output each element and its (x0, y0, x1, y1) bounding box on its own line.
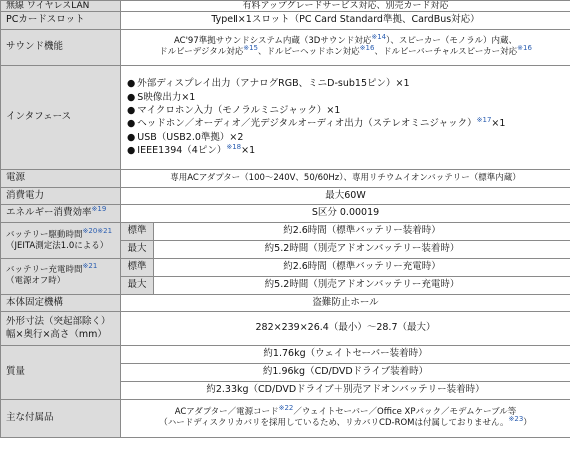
accessories-line1b: ／ウェイトセーバー／Office XPパック／モデムケーブル等 (293, 407, 517, 418)
interface-item-text: S映像出力×1 (137, 91, 196, 103)
value-pc-card-slot: TypeⅡ×1スロット（PC Card Standard準拠、CardBus対応） (121, 12, 570, 30)
value-weight-2: 約1.96kg（CD/DVDドライブ装着時） (121, 364, 570, 382)
battery-run-label1: バッテリー駆動時間 (6, 229, 83, 240)
label-dimensions (1, 312, 121, 346)
row-interface (1, 65, 570, 169)
interface-item-tail: ×1 (241, 144, 256, 156)
value-sound (121, 29, 570, 65)
battery-charge-max-value: 約5.2時間（別売アドオンバッテリー充電時） (154, 276, 570, 294)
battery-run-label2: （JEITA測定法1.0による） (6, 240, 109, 251)
label-efficiency (1, 205, 121, 223)
interface-item (127, 131, 565, 144)
accessories-line1a: ACアダプター／電源コード (174, 407, 279, 418)
battery-run-max-value: 約5.2時間（別売アドオンバッテリー装着時） (154, 241, 570, 259)
label-battery-run (1, 223, 121, 259)
value-consumption: 最大60W (121, 187, 570, 205)
value-interface (121, 65, 570, 169)
row-battery-charge-std (1, 258, 570, 276)
value-efficiency: S区分 0.00019 (121, 205, 570, 223)
note-22: ※22 (278, 404, 294, 413)
battery-charge-std-value: 約2.6時間（標準バッテリー充電時） (154, 258, 570, 276)
sound-line2: ドルビーデジタル対応 (159, 47, 244, 58)
interface-item-tail: ×1 (491, 118, 506, 130)
label-power: 電源 (1, 169, 121, 187)
battery-charge-label1: バッテリー充電時間 (6, 265, 83, 276)
battery-charge-std-label: 標準 (121, 258, 154, 276)
battery-charge-label2: （電源オフ時） (6, 276, 66, 287)
value-weight-3: 約2.33kg（CD/DVDドライブ＋別売アドオンバッテリー装着時） (121, 381, 570, 399)
label-wireless-lan: 無線 ワイヤレスLAN (1, 1, 121, 12)
interface-item-text: USB（USB2.0準拠）×2 (137, 131, 244, 143)
label-sound: サウンド機能 (1, 29, 121, 65)
interface-item-text: ヘッドホン／オーディオ／光デジタルオーディオ出力（ステレオミニジャック） (137, 118, 477, 130)
label-accessories: 主な付属品 (1, 399, 121, 437)
row-weight-1 (1, 346, 570, 364)
row-accessories (1, 399, 570, 437)
note-20-21: ※20※21 (82, 226, 113, 235)
label-fixing: 本体固定機構 (1, 294, 121, 312)
row-consumption (1, 187, 570, 205)
sound-line2c: 、ドルビーバーチャルスピーカー対応 (374, 47, 518, 58)
interface-item (127, 144, 565, 157)
dims-label2: 幅×奥行×高さ（mm） (6, 328, 107, 340)
row-sound (1, 29, 570, 65)
dims-label1: 外形寸法（突起部除く） (6, 316, 111, 327)
value-weight-1: 約1.76kg（ウェイトセーバー装着時） (121, 346, 570, 364)
interface-list (127, 77, 565, 157)
sound-line1: AC'97準拠サウンドシステム内蔵（3Dサウンド対応 (173, 36, 372, 47)
battery-run-std-value: 約2.6時間（標準バッテリー装着時） (154, 223, 570, 241)
row-efficiency (1, 205, 570, 223)
label-battery-charge (1, 258, 121, 294)
interface-item-note: ※17 (476, 116, 492, 125)
sound-line1b: ）、スピーカー（モノラル）内蔵、 (386, 36, 518, 47)
note-15: ※15 (243, 44, 258, 53)
accessories-line2b: ） (523, 418, 532, 429)
value-power: 専用ACアダプター（100〜240V、50/60Hz）、専用リチウムイオンバッテリー（標準内蔵） (121, 169, 570, 187)
note-23: ※23 (508, 415, 524, 424)
note-19: ※19 (91, 205, 107, 214)
row-dimensions (1, 312, 570, 346)
battery-charge-max-label: 最大 (121, 276, 154, 294)
row-wireless-lan (1, 1, 570, 12)
note-16a: ※16 (359, 44, 375, 53)
value-fixing: 盗難防止ホール (121, 294, 570, 312)
sound-line2b: 、ドルビーヘッドホン対応 (258, 47, 360, 58)
interface-item-text: IEEE1394（4ピン） (137, 144, 227, 156)
value-accessories (121, 399, 570, 437)
note-21: ※21 (82, 262, 98, 271)
value-dimensions: 282×239×26.4（最小）〜28.7（最大） (121, 312, 570, 346)
value-wireless-lan: 有料アップグレードサービス対応、別売カード対応 (121, 1, 570, 12)
interface-item (127, 104, 565, 117)
label-pc-card-slot: PCカードスロット (1, 12, 121, 30)
label-weight: 質量 (1, 346, 121, 399)
efficiency-label-text: エネルギー消費効率 (6, 207, 92, 219)
interface-item-note: ※18 (226, 142, 242, 151)
accessories-line2: （ハードディスクリカバリを採用しているため、リカバリCD-ROMは付属しておりません。 (159, 418, 509, 429)
note-14: ※14 (371, 33, 387, 42)
interface-item-text: マイクロホン入力（モノラルミニジャック）×1 (137, 105, 341, 117)
interface-item (127, 77, 565, 90)
row-power (1, 169, 570, 187)
label-consumption: 消費電力 (1, 187, 121, 205)
interface-item (127, 117, 565, 130)
row-fixing (1, 294, 570, 312)
interface-item-text: 外部ディスプレイ出力（アナログRGB、ミニD-sub15ピン）×1 (137, 78, 410, 90)
label-interface: インタフェース (1, 65, 121, 169)
note-16b: ※16 (517, 44, 532, 53)
battery-run-max-label: 最大 (121, 241, 154, 259)
row-battery-run-std (1, 223, 570, 241)
interface-item (127, 91, 565, 104)
row-pc-card-slot (1, 12, 570, 30)
battery-run-std-label: 標準 (121, 223, 154, 241)
